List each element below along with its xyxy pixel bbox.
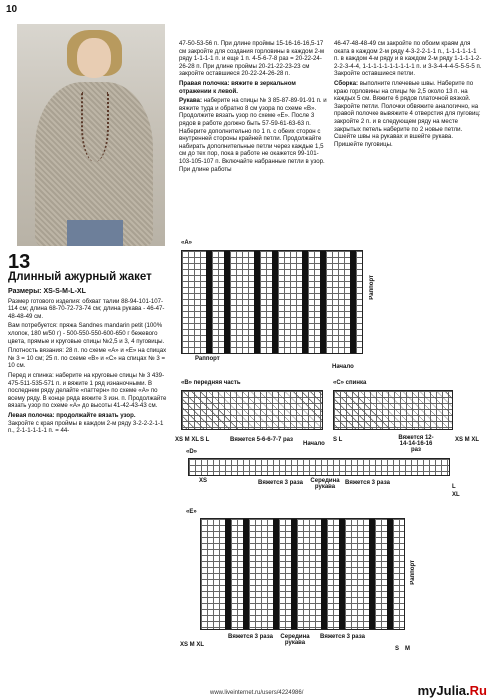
gauge: Плотность вязания: 28 п. по схеме «А» и «Е» на спицах № 3 = 10 см; 25 п. по схеме «В» и «С» на спицах № 3 = 10 см.	[8, 347, 167, 370]
chart-a-rapport-side: Раппорт	[369, 275, 375, 300]
chart-a-rapport: Раппорт	[195, 356, 220, 362]
chart-e-middle: Середина рукава	[280, 634, 310, 646]
watermark-main: myJulia.	[417, 683, 470, 698]
chart-b-sizes-1: XS M XL	[175, 437, 200, 443]
chart-b-label: «B» передняя часть	[181, 380, 241, 386]
pattern-number: 13	[8, 251, 31, 273]
pattern-title: Длинный ажурный жакет	[8, 271, 152, 283]
right-front-label: Правая полочка: вяжите в зеркальном отражении к левой.	[179, 79, 296, 95]
materials: Вам потребуется: пряжа Sandnes mandarin petit (100% хлопок, 180 м/50 г) - 500-550-550-600-650 г бежевого цвета, прямые и круговые спицы №2,5 и 3, 4 пуговицы.	[8, 322, 165, 345]
chart-e	[200, 518, 405, 630]
assembly-text: выполните плечевые швы. Наберите по краю горловины на спицы № 2,5 около 13 п. на каждых 5 см. Вяжите 6 рядов платочной вязкой. Закройте петли. Полочки обвяжите аналогично, на правой полочке вывяжите 4 отверстия для пуговиц: закройте 2 п. и в следующем ряду на месте закрытых петель наберите по 2 новые петли. Сшейте швы на рукавах и вшейте рукава. Пришейте пуговицы.	[334, 79, 481, 148]
body-text: Перед и спинка: наберите на круговые спицы № 3 439-475-511-535-571 п. и вяжите 1 ряд изнаночными. В последнем ряду делайте «паттерн» по схеме «А» по всему ряду. В конце ряда вяжите 3 изн. п. Продолжайте вязать узор по схеме «А» до высоты 41-42-43-43 см.	[8, 371, 167, 410]
chart-e-repeat-1: Вяжется 3 раза	[228, 634, 273, 640]
sleeve-text: наберите на спицы № 3 85-87-89-91-91 п. и вяжите туда и обратно 8 см узора по схеме «В». Продолжите вязать узор по схеме «Е». После 3 рядов в работе должно быть 57-59-61-63-63 п. Наберите дополнительно по 1 п. с обеих сторон с внутренней стороны крайней петли. Продолжайте набирать дополнительные петли через каждые 1,5 см до тех пор, пока в работе не окажется 99-101-103-105-107 п. Включайте набранные петли в узор. При длине работы	[179, 97, 327, 173]
chart-b	[181, 390, 323, 430]
chart-a	[181, 250, 363, 354]
chart-e-m: M	[405, 646, 410, 652]
chart-b-repeat: Вяжется 5-6-6-7-7 раз	[230, 437, 294, 443]
col2-top: 47-50-53-56 п. При длине проймы 15-16-16-16,5-17 см закройте для создания горловины в каждом 2-м ряду 1-1-1-1 п. и еще 1 п. 4-5-6-7-8 раз = 20-22-24-26-28 п. При длине проймы 20-21-22-23-23 см закройте оставшиеся 20-22-24-26-28 п.	[179, 40, 325, 78]
source-url: www.liveinternet.ru/users/4224986/	[210, 690, 304, 696]
chart-d-xl: XL	[452, 492, 460, 498]
chart-d-l: L	[452, 484, 456, 490]
chart-b-sizes-2: S L	[200, 437, 210, 443]
chart-a-label: «A»	[181, 240, 193, 246]
chart-c-sizes-1: S L	[333, 437, 343, 443]
sleeve-label: Рукава:	[179, 97, 202, 105]
page-number: 10	[6, 4, 18, 15]
chart-e-rapport-side: Раппорт	[410, 560, 416, 585]
chart-e-s: S	[395, 646, 400, 652]
jeans-shape	[67, 220, 123, 246]
col3-top: 46-47-48-48-49 см закройте по обоим краям для оката в каждом 2-м ряду 4-3-2-2-1-1 п., 1-1-1-1-1-1 п. в каждом 4-м ряду и в каждом 2-м ряду 1-1-1-1-2-2-2-3-4-4, 1-1-1-1-1-1-1-1-1-1 п. и 3-3-4-4-4-5-5-5-5 п. Закройте оставшиеся петли.	[334, 40, 482, 78]
column-3	[334, 40, 482, 148]
chart-d	[188, 458, 450, 476]
chart-c	[333, 390, 453, 430]
chart-c-sizes-2: XS M XL	[455, 437, 480, 443]
chart-e-repeat-2: Вяжется 3 раза	[320, 634, 365, 640]
necklace-shape	[81, 92, 109, 162]
chart-d-middle: Середина рукава	[310, 478, 340, 490]
chart-c-repeat: Вяжется 12-14-14-16-16 раз	[398, 435, 434, 453]
chart-a-start: Начало	[332, 364, 354, 370]
watermark	[418, 683, 487, 698]
chart-d-repeat-2: Вяжется 3 раза	[345, 480, 390, 486]
chart-d-label: «D»	[186, 449, 198, 455]
size-info: Размер готового изделия: обхват талии 88-94-101-107-114 см; длина 68-70-72-73-74 см; длина рукава - 46-47-48-48-49 см.	[8, 297, 165, 320]
chart-d-repeat-1: Вяжется 3 раза	[258, 480, 303, 486]
chart-e-label: «E»	[186, 509, 197, 515]
sizes: Размеры: XS-S-M-L-XL	[8, 288, 86, 295]
column-1	[8, 288, 170, 435]
left-front-label: Левая полочка: продолжайте вязать узор.	[8, 411, 136, 419]
model-photo	[17, 24, 165, 246]
chart-e-sizes: XS M XL	[180, 642, 205, 648]
chart-b-start: Начало	[303, 441, 325, 447]
column-2	[179, 40, 327, 173]
chart-c-label: «C» спинка	[333, 380, 367, 386]
face-shape	[77, 38, 111, 78]
chart-d-xs: XS	[199, 478, 208, 484]
watermark-suffix: Ru	[469, 683, 487, 698]
left-front-text: Закройте с края проймы в каждом 2-м ряду 3-2-2-2-1-1 п., 2-1-1-1-1-1 п. = 44-	[8, 419, 164, 435]
assembly-label: Сборка:	[334, 79, 358, 87]
